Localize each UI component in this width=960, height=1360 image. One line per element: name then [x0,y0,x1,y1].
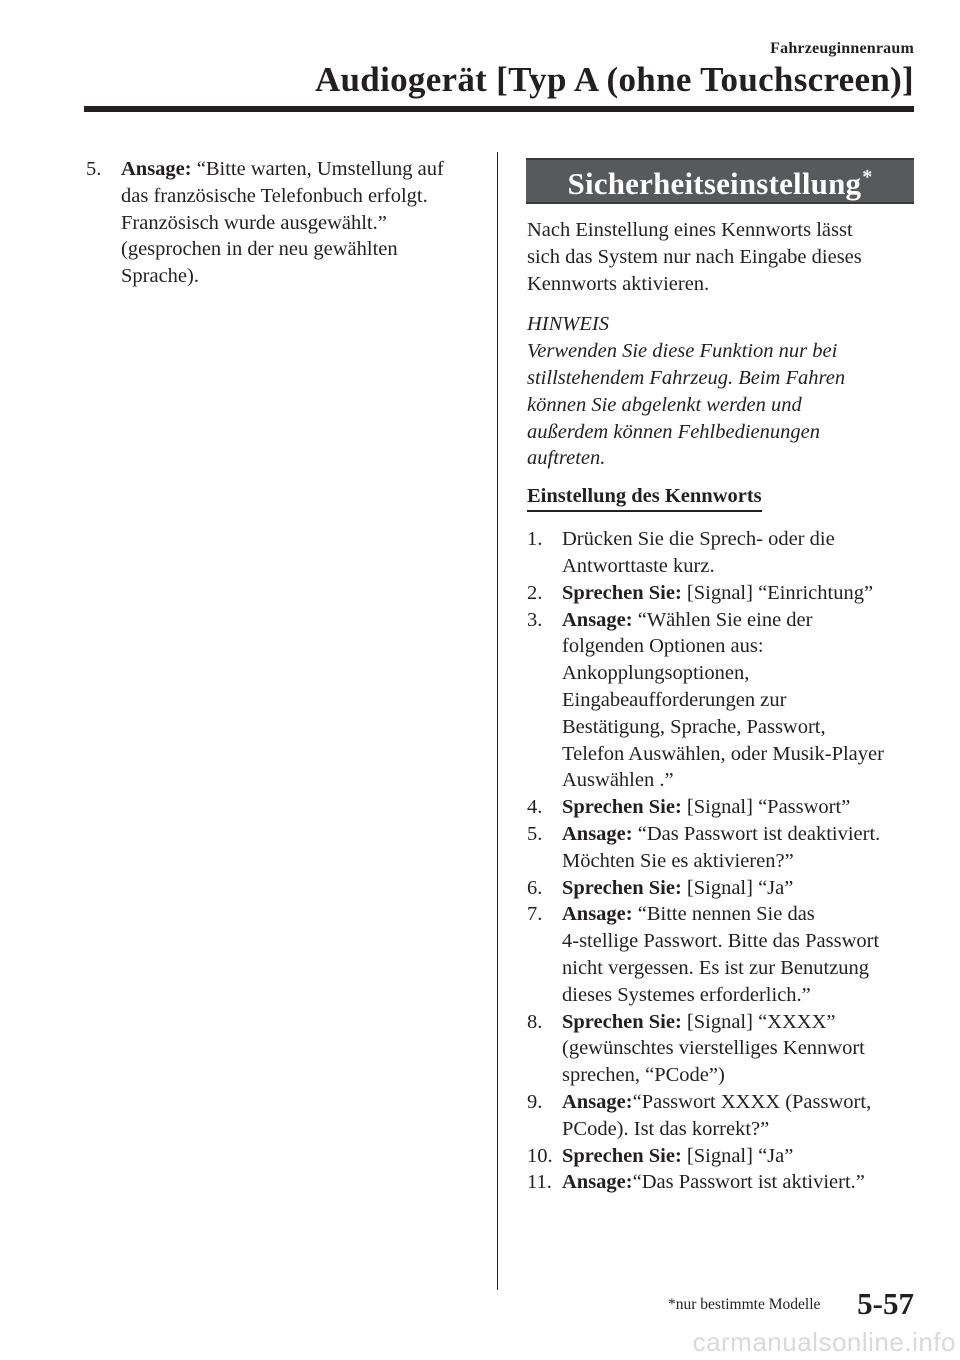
step-line: Französisch wurde ausgewählt.” [121,211,387,234]
step-line-text: [Signal] “Einrichtung” [681,581,874,604]
step-line-text: [Signal] “Ja” [681,876,794,899]
page-number: 5-57 [857,1286,914,1321]
section-title-bar [526,158,914,204]
list-item [527,901,922,1008]
step-number: 4. [527,796,543,819]
step-line [562,794,922,821]
step-label: Ansage: [562,822,633,845]
step-line [562,1169,922,1196]
step-line-text: [Signal] “XXXX” [681,1010,836,1033]
step-line: sprechen, “PCode”) [562,1064,725,1087]
note-line: können Sie abgelenkt werden und [527,393,802,416]
step-line [562,607,922,634]
list-item [527,1089,922,1143]
watermark: carmanualsonline.info [692,1327,956,1357]
intro-line: Nach Einstellung eines Kennworts lässt [527,219,853,241]
list-item [527,1169,922,1196]
step-line-text: “Wählen Sie eine der [632,608,813,631]
footer-note: *nur bestimmte Modelle [668,1296,821,1313]
step-line: (gewünschtes vierstelliges Kennwort [562,1037,865,1060]
step-line-text: “Das Passwort ist aktiviert.” [632,1171,865,1194]
note-line: auftreten. [527,447,606,470]
step-line [562,1009,922,1036]
step-line: Antworttaste kurz. [562,554,715,577]
step-line-text: “Bitte nennen Sie das [632,903,815,926]
step-line [121,156,482,183]
header-chapter: Fahrzeuginnenraum [770,40,914,57]
step-line-text: “Passwort XXXX (Passwort, [632,1090,872,1113]
step-line: Ankopplungsoptionen, [562,662,750,685]
step-line-text: [Signal] “Passwort” [681,796,851,819]
list-item [527,526,922,580]
list-item [527,580,922,607]
list-item [527,794,922,821]
step-line: PCode). Ist das korrekt?” [562,1117,770,1140]
step-line-text: “Das Passwort ist deaktiviert. [632,822,881,845]
step-line [562,1143,922,1170]
column-divider [497,152,498,1290]
step-label: Ansage: [562,1171,633,1194]
step-text [562,1169,922,1196]
step-number: 9. [527,1090,543,1113]
page-title: Audiogerät [Typ A (ohne Touchscreen)] [314,60,914,99]
list-item [527,1143,922,1170]
step-line: das französische Telefonbuch erfolgt. [121,184,428,207]
step-line: folgenden Optionen aus: [562,635,764,658]
step-text [562,1009,922,1089]
note-line: außerdem können Fehlbedienungen [527,420,820,443]
step-line: (gesprochen in der neu gewählten [121,238,398,261]
list-item [527,607,922,795]
step-number: 10. [527,1144,553,1167]
step-number: 3. [527,608,543,631]
step-text [562,607,922,795]
step-text [562,1089,922,1143]
right-column [527,156,922,1196]
header-rule [84,106,914,112]
step-label: Sprechen Sie: [562,581,682,604]
step-line: Sprache). [121,265,199,288]
step-line [562,901,922,928]
steps-list [527,526,922,1196]
left-step-5 [86,156,482,290]
note-line: stillstehendem Fahrzeug. Beim Fahren [527,366,846,389]
intro-line: sich das System nur nach Eingabe dieses [527,245,862,268]
step-number: 11. [527,1171,552,1194]
step-line [562,580,922,607]
step-number: 6. [527,876,543,899]
section-title [567,164,873,202]
step-label: Sprechen Sie: [562,1144,682,1167]
step-line: Telefon Auswählen, oder Musik-Player [562,742,884,765]
step-number: 5. [527,822,543,845]
step-line-text: “Bitte warten, Umstellung auf [196,158,444,180]
list-item [527,1009,922,1089]
intro-line: Kennworts aktivieren. [527,272,710,295]
step-line: Eingabeaufforderungen zur [562,688,787,711]
step-text [562,821,922,875]
step-label: Sprechen Sie: [562,1010,682,1033]
step-line [562,821,922,848]
step-text [562,901,922,1008]
note-line: Verwenden Sie diese Funktion nur bei [527,340,838,363]
step-line: Möchten Sie es aktivieren?” [562,849,794,872]
step-number: 1. [527,528,543,551]
step-line: dieses Systemes erforderlich.” [562,983,811,1006]
step-text [562,875,922,902]
step-line [562,875,922,902]
step-number: 2. [527,581,543,604]
section-title-text: Sicherheitseinstellung [567,166,862,202]
step-line: Auswählen .” [562,769,674,792]
list-item [527,821,922,875]
step-number: 8. [527,1010,543,1033]
step-label: Ansage: [562,903,633,926]
section-intro [527,217,922,297]
note-box [527,311,922,472]
asterisk-marker: * [862,166,873,189]
step-label: Ansage: [562,608,633,631]
step-label: Ansage: [562,1090,633,1113]
step-line [562,1089,922,1116]
step-line: 4-stellige Passwort. Bitte das Passwort [562,930,880,953]
step-number: 7. [527,903,543,926]
list-item [527,875,922,902]
step-text [562,580,922,607]
step-line: Bestätigung, Sprache, Passwort, [562,715,826,738]
step-label: Sprechen Sie: [562,876,682,899]
step-line-text: [Signal] “Ja” [681,1144,794,1167]
step-text [562,1143,922,1170]
step-label: Ansage: [121,158,192,180]
step-line: Drücken Sie die Sprech- oder die [562,528,835,551]
step-text [562,526,922,580]
step-line: nicht vergessen. Es ist zur Benutzung [562,956,870,979]
step-text [121,156,482,290]
subheading: Einstellung des Kennworts [527,484,762,512]
step-label: Sprechen Sie: [562,796,682,819]
step-number: 5. [86,158,102,180]
step-text [562,794,922,821]
note-heading: HINWEIS [527,313,609,336]
left-column [86,156,482,290]
